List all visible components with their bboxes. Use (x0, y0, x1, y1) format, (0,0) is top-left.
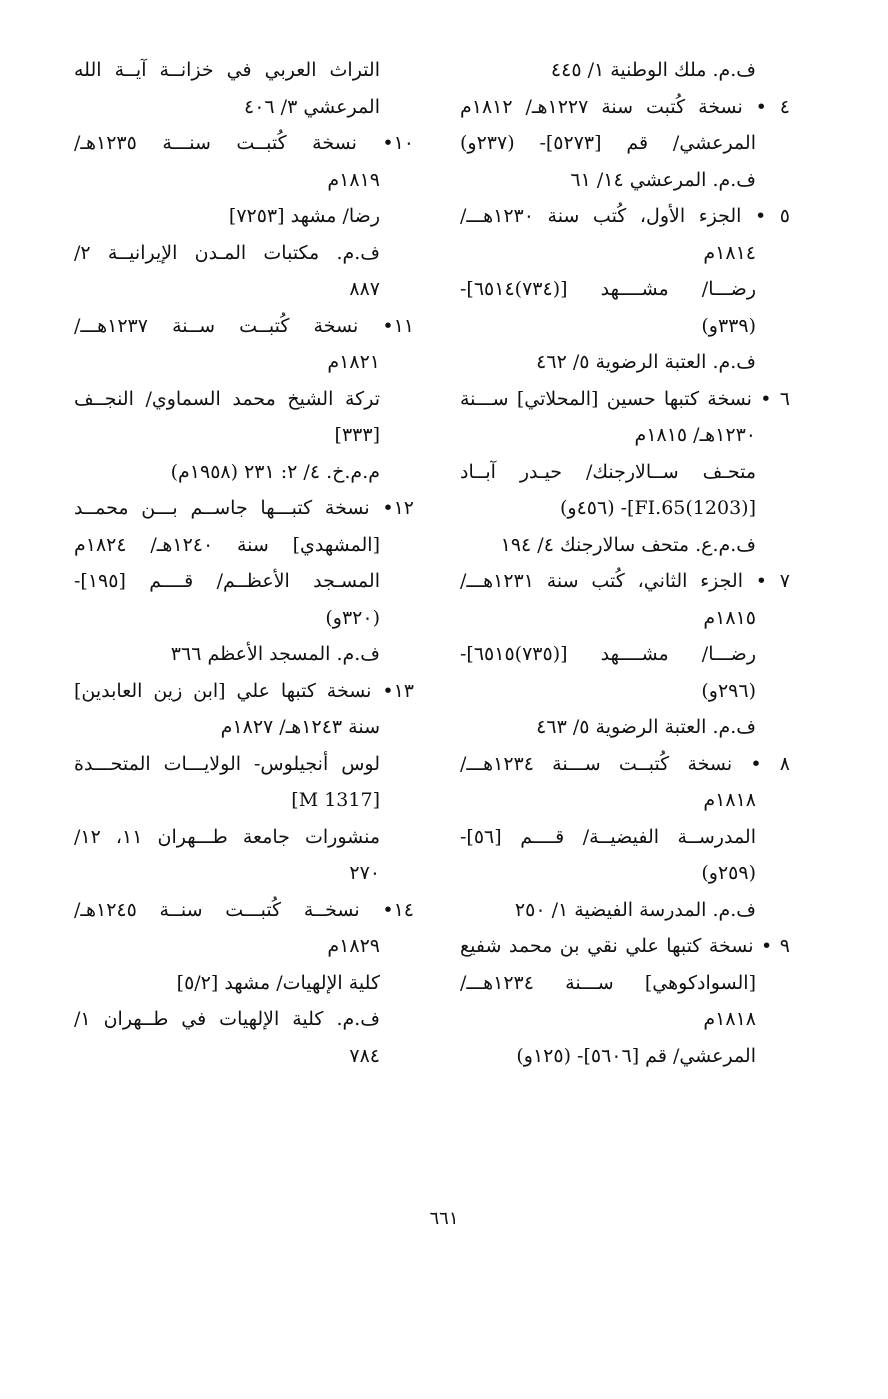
text-line: ١٨٢١م (327, 351, 380, 373)
text-line: منشورات جامعة طـــهران ١١، ١٢/ (74, 825, 381, 848)
text-line: ف.م. المرعشي ١٤/ ٦١ (570, 168, 756, 191)
entry-heading-10: ١٠• نسخة كُتبــت سنـــة ١٢٣٥هـ/ (74, 132, 414, 154)
text-line: ١٨١٨م (703, 789, 756, 811)
text-line: ١٢٣٠هـ/ ١٨١٥م (634, 424, 756, 446)
text-line: ١٨١٨م (703, 1008, 756, 1030)
text-line: ف.م. العتبة الرضوية ٥/ ٤٦٢ (536, 351, 756, 373)
text-line: التراث العربي في خزانــة آيــة الله (74, 59, 380, 81)
text-line: المرعشي/ قم [٥٢٧٣]- (٢٣٧و) (460, 132, 756, 154)
entry-heading-14: ١٤• نسخــة كُتبـــت سنــة ١٢٤٥هـ/ (74, 898, 414, 921)
text-line: رضـــا/ مشــــهد [(٧٣٥)٦٥١٥]- (460, 643, 756, 665)
text-line: المرعشي/ قم [٥٦٠٦]- (١٢٥و) (516, 1044, 756, 1067)
text-line: ف.م. العتبة الرضوية ٥/ ٤٦٣ (536, 716, 756, 738)
text-line: ١٨٢٩م (327, 935, 380, 957)
text-line: [M 1317] (291, 789, 380, 811)
text-line: المدرســة الفيضيــة/ قــــم [٥٦]- (460, 825, 756, 848)
text-line: رضا/ مشهد [٧٢٥٣] (228, 205, 380, 227)
left-column (74, 52, 414, 1074)
text-line: ف.م. كلية الإلهيات في طــهران ١/ (74, 1008, 380, 1030)
text-line: تركة الشيخ محمد السماوي/ النجــف (74, 387, 380, 410)
text-line: ٨٨٧ (349, 278, 380, 300)
entry-block (460, 52, 790, 1074)
entry-heading-11: ١١• نسخة كُتبــت ســنة ١٢٣٧هـــ/ (74, 314, 414, 337)
text-line: ١٨١٩م (327, 168, 380, 191)
entry-heading-8: ٨ • نسخة كُتبــت ســـنة ١٢٣٤هـــ/ (460, 752, 790, 775)
entry-heading-9: ٩ • نسخة كتبها علي نقي بن محمد شفيع (460, 935, 790, 957)
text-line: كلية الإلهيات/ مشهد [٥/٢] (176, 971, 380, 994)
text-line: المسـجد الأعظــم/ قــــم [١٩٥]- (74, 570, 380, 592)
page-number: ٦٦١ (429, 1208, 459, 1229)
entry-heading-4: ٤ • نسخة كُتبت سنة ١٢٢٧هـ/ ١٨١٢م (460, 95, 790, 118)
text-line: لوس أنجيلوس- الولايـــات المتحـــدة (74, 752, 380, 775)
text-line: [٣٣٣] (334, 424, 380, 446)
right-column (460, 52, 790, 1074)
entry-heading-7: ٧ • الجزء الثاني، كُتب سنة ١٢٣١هـــ/ (460, 570, 790, 592)
text-line: متحـف ســالارجنك/ حيـدر آبــاد (460, 460, 756, 483)
text-line: [السوادكوهي] ســـنة ١٢٣٤هـــ/ (460, 971, 756, 994)
text-line: (٣٢٠و) (325, 606, 380, 629)
text-line: ١٨١٤م (703, 241, 756, 264)
text-line: ٢٧٠ (349, 862, 380, 884)
text-line: (٣٣٩و) (701, 314, 756, 337)
text-line: م.م.خ. ٤/ ٢: ٢٣١ (١٩٥٨م) (170, 460, 380, 483)
text-line: ١٨١٥م (703, 606, 756, 629)
text-line: ف.م. المدرسة الفيضية ١/ ٢٥٠ (514, 898, 756, 921)
entry-heading-12: ١٢• نسخة كتبـــها جاســم بـــن محمــد (74, 497, 414, 519)
text-line: ف.م. المسجد الأعظم ٣٦٦ (170, 643, 380, 665)
text-line: ٧٨٤ (349, 1044, 380, 1067)
text-line: المرعشي ٣/ ٤٠٦ (244, 95, 380, 118)
text-line: ف.م.ع. متحف سالارجنك ٤/ ١٩٤ (500, 533, 756, 556)
entry-heading-13: ١٣• نسخة كتبها علي [ابن زين العابدين] (74, 679, 414, 702)
text-line: [المشهدي] سنة ١٢٤٠هـ/ ١٨٢٤م (74, 533, 380, 556)
text-line: [FI.65(1203)]- (٤٥٦و) (559, 497, 756, 519)
entry-block (74, 52, 414, 1074)
text-line: (٢٩٦و) (701, 679, 756, 702)
entry-heading-5: ٥ • الجزء الأول، كُتب سنة ١٢٣٠هـــ/ (460, 205, 790, 227)
entry-heading-6: ٦ • نسخة كتبها حسين [المحلاتي] ســـنة (460, 387, 790, 410)
text-line: ف.م. ملك الوطنية ١/ ٤٤٥ (550, 59, 756, 81)
text-line: (٢٥٩و) (701, 862, 756, 884)
text-line: سنة ١٢٤٣هـ/ ١٨٢٧م (220, 716, 380, 738)
text-line: ف.م. مكتبات المـدن الإيرانيــة ٢/ (74, 241, 380, 264)
text-line: رضـــا/ مشــــهد [(٧٣٤)٦٥١٤]- (460, 278, 756, 300)
